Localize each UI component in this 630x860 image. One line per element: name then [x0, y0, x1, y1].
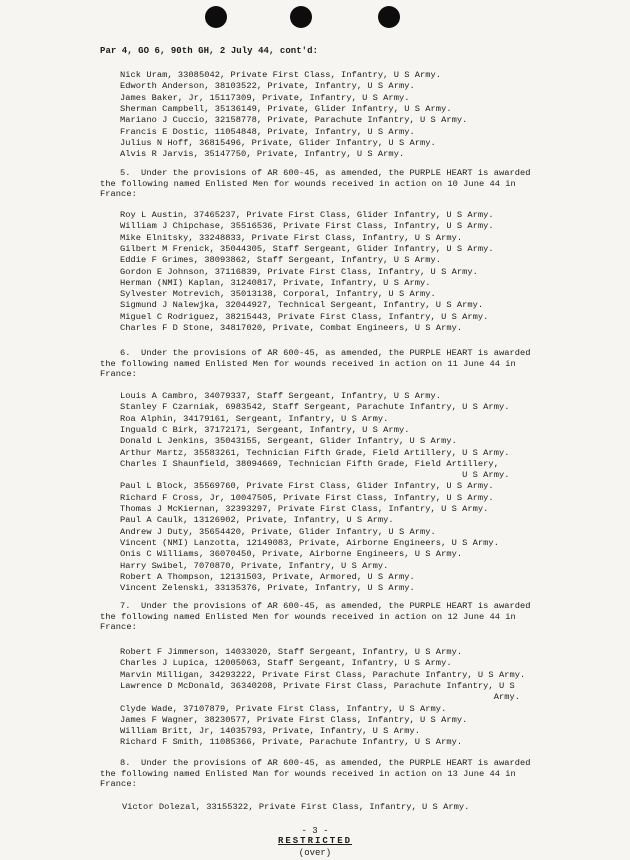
name-entry: Charles J Lupica, 12005063, Staff Sergeant, Infantry, U S Army.: [120, 658, 452, 669]
name-entry: James Baker, Jr, 15117309, Private, Infantry, U S Army.: [120, 92, 410, 103]
classification-marking: RESTRICTED: [277, 836, 352, 846]
name-entry: Marvin Milligan, 34293222, Private First Class, Parachute Infantry, U S Army.: [120, 669, 526, 680]
award-paragraph: 6. Under the provisions of AR 600-45, as amended, the PURPLE HEART is awarded: [120, 348, 531, 358]
award-paragraph: 5. Under the provisions of AR 600-45, as amended, the PURPLE HEART is awarded: [120, 168, 531, 178]
award-paragraph: France:: [100, 369, 137, 379]
name-entry: Andrew J Duty, 35654420, Private, Glider Infantry, U S Army.: [120, 526, 436, 537]
name-entry: William Britt, Jr, 14035793, Private, Infantry, U S Army.: [120, 726, 421, 737]
name-entry: Army.: [120, 692, 521, 703]
name-entry: Richard F Smith, 11085366, Private, Parachute Infantry, U S Army.: [120, 737, 463, 748]
name-entry: Alvis R Jarvis, 35147750, Private, Infantry, U S Army.: [120, 149, 405, 160]
name-entry: Arthur Martz, 35583261, Technician Fifth Grade, Field Artillery, U S Army.: [120, 447, 510, 458]
name-entry: Paul L Block, 35569760, Private First Class, Glider Infantry, U S Army.: [120, 481, 494, 492]
name-entry: Donald L Jenkins, 35043155, Sergeant, Glider Infantry, U S Army.: [120, 436, 457, 447]
name-entry: Nick Uram, 33085042, Private First Class, Infantry, U S Army.: [120, 70, 442, 80]
award-paragraph: France:: [100, 189, 137, 199]
award-paragraph: the following named Enlisted Men for wounds received in action on 11 June 44 in: [100, 358, 516, 369]
award-paragraph: France:: [100, 622, 137, 632]
award-paragraph: 8. Under the provisions of AR 600-45, as amended, the PURPLE HEART is awarded: [120, 758, 531, 768]
name-entry: Roa Alphin, 34179161, Sergeant, Infantry, U S Army.: [120, 413, 389, 424]
award-paragraph: the following named Enlisted Men for wounds received in action on 10 June 44 in: [100, 178, 516, 189]
name-entry: Robert A Thompson, 12131503, Private, Armored, U S Army.: [120, 571, 415, 582]
name-entry: Vincent Zelenski, 33135376, Private, Infantry, U S Army.: [120, 583, 415, 594]
name-entry: Herman (NMI) Kaplan, 31240817, Private, Infantry, U S Army.: [120, 277, 431, 288]
award-paragraph: 7. Under the provisions of AR 600-45, as amended, the PURPLE HEART is awarded: [120, 601, 531, 611]
name-entry: Clyde Wade, 37107879, Private First Class, Infantry, U S Army.: [120, 703, 447, 714]
name-entry: Sylvester Motrevich, 35013138, Corporal, Infantry, U S Army.: [120, 289, 436, 300]
name-entry: Lawrence D McDonald, 36340208, Private First Class, Parachute Infantry, U S: [120, 680, 515, 691]
punch-hole-1: [205, 6, 227, 28]
name-entry: Harry Swibel, 7070870, Private, Infantry, U S Army.: [120, 560, 389, 571]
award-paragraph: France:: [100, 779, 137, 789]
over-note: (over): [298, 848, 332, 858]
name-entry: Sigmund J Nalewjka, 32044927, Technical Sergeant, Infantry, U S Army.: [120, 300, 484, 311]
name-entry: James F Wagner, 38230577, Private First Class, Infantry, U S Army.: [120, 714, 468, 725]
name-entry: Charles F D Stone, 34817020, Private, Combat Engineers, U S Army.: [120, 323, 463, 333]
page-header: Par 4, GO 6, 90th GH, 2 July 44, cont'd:: [100, 46, 319, 56]
name-entry: Francis E Dostic, 11054848, Private, Infantry, U S Army.: [120, 126, 415, 137]
name-entry: Victor Dolezal, 33155322, Private First Class, Infantry, U S Army.: [122, 802, 470, 812]
name-entry: Inguald C Birk, 37172171, Sergeant, Infantry, U S Army.: [120, 424, 410, 435]
punch-hole-3: [378, 6, 400, 28]
punch-hole-2: [290, 6, 312, 28]
award-paragraph: the following named Enlisted Man for wounds received in action on 13 June 44 in: [100, 768, 516, 779]
name-entry: Onis C Williams, 36070450, Private, Airborne Engineers, U S Army.: [120, 549, 463, 560]
name-entry: Mariano J Cuccio, 32158778, Private, Parachute Infantry, U S Army.: [120, 115, 468, 126]
name-entry: Thomas J McKiernan, 32393297, Private First Class, Infantry, U S Army.: [120, 504, 489, 514]
name-entry: Miguel C Rodriguez, 38215443, Private First Class, Infantry, U S Army.: [120, 311, 489, 322]
name-entry: Sherman Campbell, 35136149, Private, Glider Infantry, U S Army.: [120, 103, 452, 114]
name-entry: Paul A Caulk, 13126902, Private, Infantry, U S Army.: [120, 515, 394, 526]
name-entry: Mike Elnitsky, 33248833, Private First Class, Infantry, U S Army.: [120, 232, 463, 243]
name-entry: Edworth Anderson, 38103522, Private, Infantry, U S Army.: [120, 81, 415, 92]
name-entry: William J Chipchase, 35516536, Private First Class, Infantry, U S Army.: [120, 221, 494, 232]
name-entry: Gilbert M Frenick, 35044305, Staff Sergeant, Glider Infantry, U S Army.: [120, 243, 494, 254]
name-entry: Vincent (NMI) Lanzotta, 12149083, Private, Airborne Engineers, U S Army.: [120, 537, 499, 548]
name-entry: Charles I Shaunfield, 38094669, Technician Fifth Grade, Field Artillery,: [120, 458, 499, 469]
name-entry: Julius N Hoff, 36815496, Private, Glider Infantry, U S Army.: [120, 137, 436, 148]
page-number: - 3 -: [301, 826, 329, 836]
name-entry: Roy L Austin, 37465237, Private First Class, Glider Infantry, U S Army.: [120, 210, 494, 220]
name-entry: Gordon E Johnson, 37116839, Private First Class, Infantry, U S Army.: [120, 266, 478, 277]
name-entry: Louis A Cambro, 34079337, Staff Sergeant, Infantry, U S Army.: [120, 391, 442, 401]
name-entry: U S Army.: [120, 470, 510, 481]
name-entry: Eddie F Grimes, 38093862, Staff Sergeant, Infantry, U S Army.: [120, 255, 442, 266]
name-entry: Richard F Cross, Jr, 10047505, Private First Class, Infantry, U S Army.: [120, 492, 494, 503]
name-entry: Robert F Jimmerson, 14033020, Staff Sergeant, Infantry, U S Army.: [120, 647, 463, 657]
name-entry: Stanley F Czarniak, 6983542, Staff Sergeant, Parachute Infantry, U S Army.: [120, 402, 510, 413]
award-paragraph: the following named Enlisted Men for wounds received in action on 12 June 44 in: [100, 611, 516, 622]
